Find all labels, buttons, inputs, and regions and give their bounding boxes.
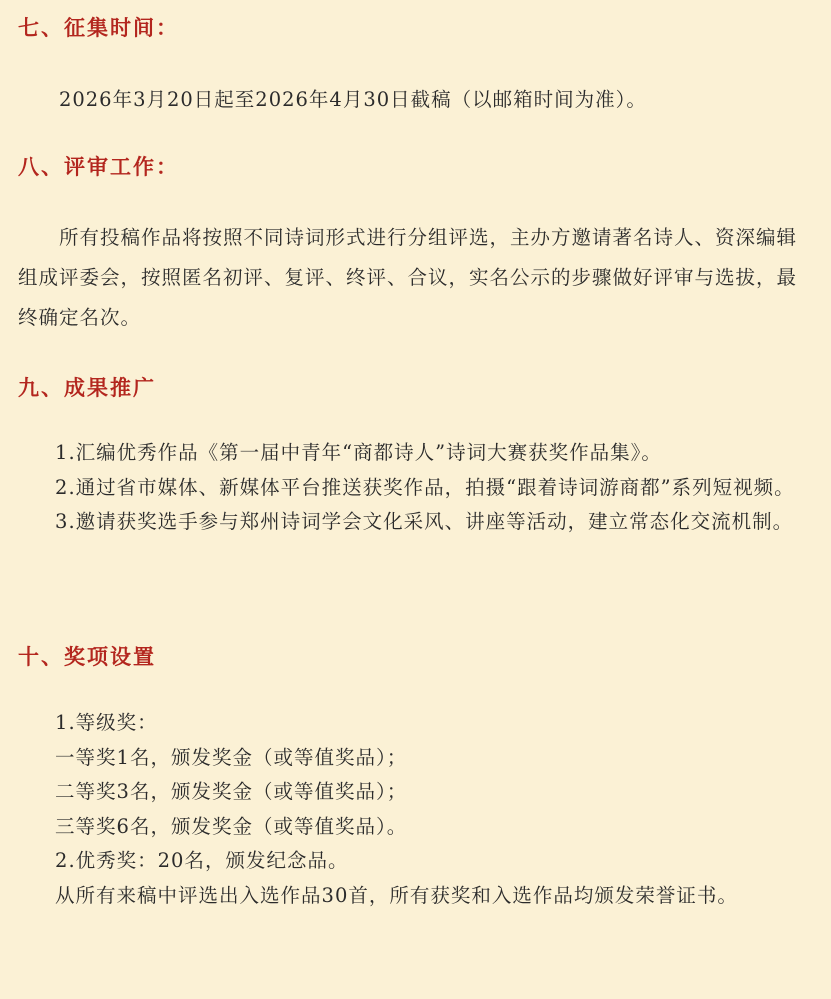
list-item: 从所有来稿中评选出入选作品30首，所有获奖和入选作品均颁发荣誉证书。 bbox=[55, 883, 738, 907]
list-item: 1.汇编优秀作品《第一届中青年“商都诗人”诗词大赛获奖作品集》。 bbox=[55, 441, 662, 464]
list-item: 三等奖6名，颁发奖金（或等值奖品）。 bbox=[55, 814, 408, 838]
section-heading-promotion: 九、成果推广 bbox=[18, 375, 156, 400]
collection-time-text: 2026年3月20日起至2026年4月30日截稿（以邮箱时间为准）。 bbox=[58, 88, 647, 111]
list-item: 1.等级奖： bbox=[55, 711, 158, 734]
list-item: 一等奖1名，颁发奖金（或等值奖品）； bbox=[55, 745, 408, 769]
list-item: 3.邀请获奖选手参与郑州诗词学会文化采风、讲座等活动，建立常态化交流机制。 bbox=[55, 510, 794, 533]
review-work-text: 所有投稿作品将按照不同诗词形式进行分组评选，主办方邀请著名诗人、资深编辑组成评委会，按照匿名初评、复评、终评、合议，实名公示的步骤做好评审与选拔，最终确定名次。 bbox=[18, 226, 798, 329]
promotion-list bbox=[18, 436, 805, 540]
list-item: 2.通过省市媒体、新媒体平台推送获奖作品，拍摄“跟着诗词游商都”系列短视频。 bbox=[55, 475, 795, 499]
section-heading-awards: 十、奖项设置 bbox=[18, 644, 156, 669]
section-heading-review-work: 八、评审工作： bbox=[18, 154, 179, 179]
section-heading-collection-time: 七、征集时间： bbox=[18, 15, 179, 40]
list-item: 2.优秀奖：20名，颁发纪念品。 bbox=[55, 849, 349, 872]
list-item: 二等奖3名，颁发奖金（或等值奖品）； bbox=[55, 780, 408, 803]
awards-list bbox=[18, 706, 805, 913]
